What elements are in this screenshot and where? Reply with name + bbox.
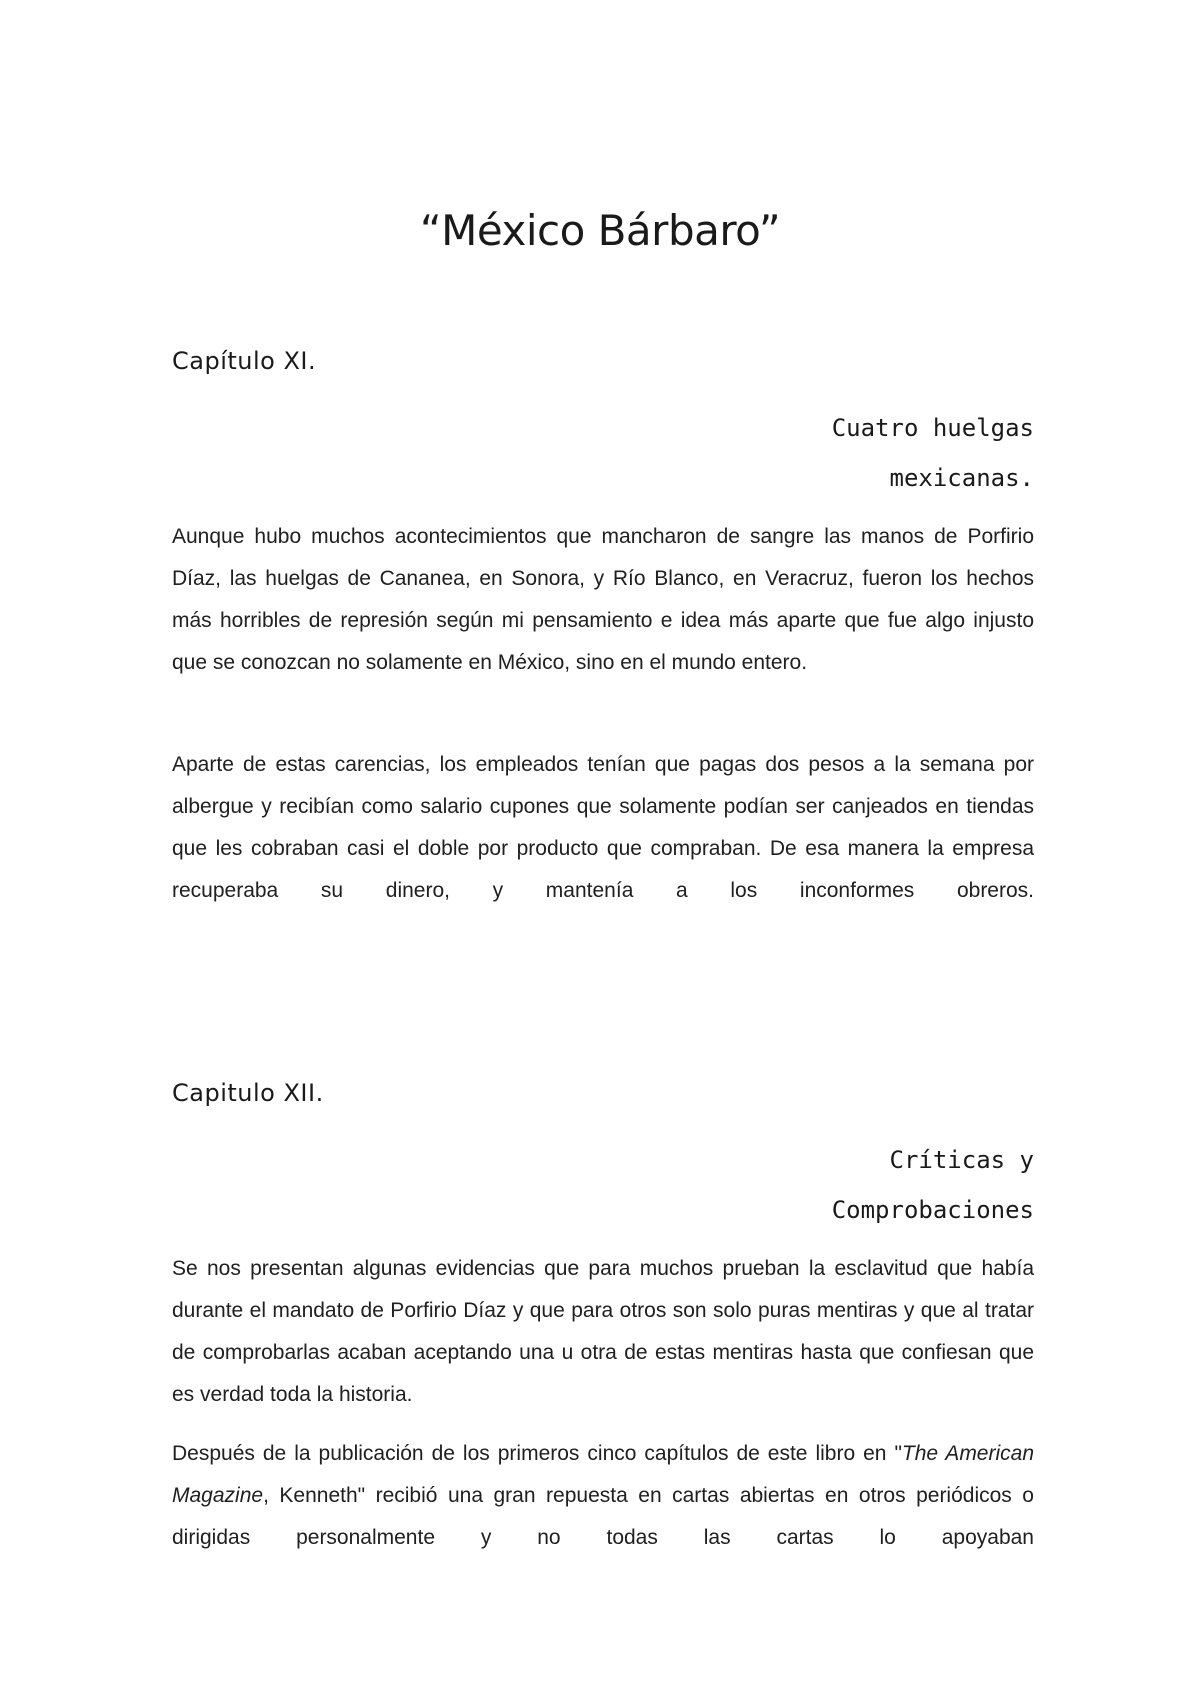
paragraph-text-part2: , Kenneth" recibió una gran repuesta en cartas abiertas en otros periódicos o dirigidas personalmente y no todas las cartas lo apoyaban (172, 1484, 1034, 1549)
chapter-11-paragraph-1: Aunque hubo muchos acontecimientos que mancharon de sangre las manos de Porfirio Díaz, las huelgas de Cananea, en Sonora, y Río Blanco, en Veracruz, fueron los hechos más horribles de represión según mi pensamiento e idea más aparte que fue algo injusto que se conozcan no solamente en México, sino en el mundo entero. (172, 525, 1034, 674)
chapter-12-subtitle-line2: Comprobaciones (831, 1196, 1034, 1224)
chapter-11-subtitle-line1: Cuatro huelgas (831, 414, 1034, 442)
chapter-12-heading: Capitulo XII. (172, 1079, 324, 1107)
chapter-12-paragraph-2 (172, 1433, 1034, 1559)
document-title: “México Bárbaro” (419, 206, 781, 255)
chapter-12-subtitle-line1: Críticas y (889, 1146, 1034, 1174)
paragraph-text-part1: Después de la publicación de los primeros cinco capítulos de este libro en " (172, 1442, 902, 1465)
chapter-12-subtitle (172, 1135, 1034, 1235)
chapter-12-paragraph-1: Se nos presentan algunas evidencias que para muchos prueban la esclavitud que había durante el mandato de Porfirio Díaz y que para otros son solo puras mentiras y que al tratar de comprobarlas acaban aceptando una u otra de estas mentiras hasta que confiesan que es verdad toda la historia. (172, 1257, 1034, 1406)
chapter-11-subtitle (172, 403, 1034, 503)
magazine-title: The American Magazine (172, 1442, 1035, 1507)
chapter-11-paragraph-2: Aparte de estas carencias, los empleados tenían que pagas dos pesos a la semana por albergue y recibían como salario cupones que solamente podían ser canjeados en tiendas que les cobraban casi el doble por producto que compraban. De esa manera la empresa recuperaba su dinero, y mantenía a los inconformes obreros. (172, 753, 1034, 902)
chapter-11-heading: Capítulo XI. (172, 347, 317, 375)
chapter-11-subtitle-line2: mexicanas. (889, 464, 1034, 492)
